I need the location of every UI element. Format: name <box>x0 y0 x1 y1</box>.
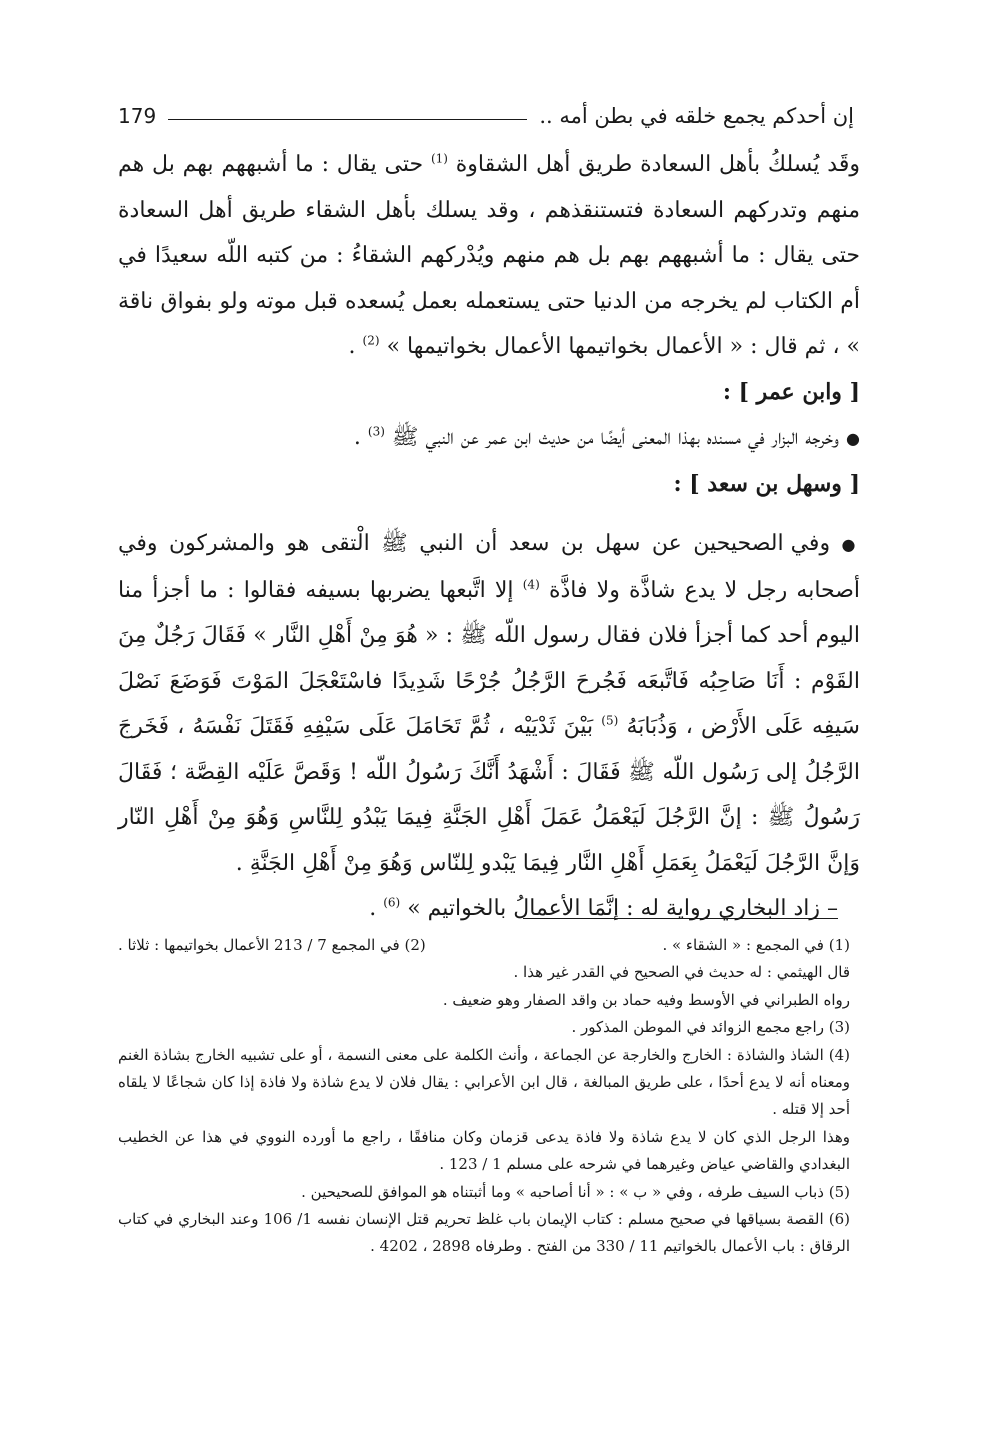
paragraph-3-text-b: إلا اتَّبعها يضربها بسيفه فقالوا : ما أجزأ منا اليوم أحد كما أجزأ فلان فقال رسول اللّه ﷺ : « هُوَ مِنْ أَهْلِ النَّار » فَقَالَ رَجُلٌ مِنَ القَوْم : أَنَا صَاحِبُه فَاتَّبعَه فَجُرحَ الرَّجُلُ جُرْحًا شَدِيدًا فاسْتَعْجَلَ المَوْتَ فَوَضَعَ نَصْلَ سَيفِه عَلَى الأَرْض ، وَذُبَابَهُ <box>118 577 860 739</box>
footnote-4: (4) الشاذ والشاذة : الخارج والخارجة عن الجماعة ، وأنث الكلمة على معنى النسمة ، أو على تشبيه الخارج بشاذة الغنم ومعناه أنه لا يدع أحدًا ، على طريق المبالغة ، قال ابن الأعرابي : يقال فلان لا يدع شاذة ولا فاذة إذا كان شجاعًا لا يلقاه أحد إلا قتله . <box>118 1045 850 1119</box>
running-title: إن أحدكم يجمع خلقه في بطن أمه .. <box>539 104 854 128</box>
footnote-3: (3) راجع مجمع الزوائد في الموطن المذكور . <box>571 1018 850 1037</box>
footnote-5: (5) ذباب السيف طرفه ، وفي « ب » : « أنا أصاحبه » وما أثبتناه هو الموافق للصحيحين . <box>301 1182 850 1201</box>
footnote-ref-6: (6) <box>383 895 401 910</box>
paragraph-1-text-b: حتى يقال : ما أشبههم بهم بل هم منهم وتدركهم السعادة فتستنقذهم ، وقد يسلك بأهل الشقاء طريق أهل السعادة حتى يقال : ما أشبههم بهم بل هم منهم ويُدْركهم الشقاءُ : من كتبه اللّه سعيدًا في أم الكتاب لم يخرجه من الدنيا حتى يستعمله بعمل يُسعده قبل موته ولو بفواق ناقة » ، ثم قال : « الأعمال بخواتيمها الأعمال بخواتيمها » <box>118 152 860 359</box>
footnote-2-cont-b: رواه الطبراني في الأوسط وفيه حماد بن واقد الصفار وهو ضعيف . <box>442 990 850 1009</box>
page-number: 179 <box>118 104 157 128</box>
paragraph-3-text-a: وفي الصحيحين عن سهل بن سعد أن النبي ﷺ الْتقى هو والمشركون وفي أصحابه رجل لا يدع شاذَّة ولا فاذَّة <box>118 531 861 603</box>
main-text <box>118 142 860 932</box>
footnote-2: (2) في المجمع 7 / 213 الأعمال بخواتيمها : ثلاثا . <box>118 936 426 954</box>
paragraph-1-text-a: وقَد يُسلكُ بأهل السعادة طريق أهل الشقاوة <box>455 152 860 177</box>
bullet-icon: ● <box>841 535 860 554</box>
header-rule <box>168 119 527 120</box>
footnote-6: (6) القصة بسياقها في صحيح مسلم : كتاب الإيمان باب غلظ تحريم قتل الإنسان نفسه 1/ 106 وعند البخاري في كتاب الرقاق : باب الأعمال بالخواتيم 11 / 330 من الفتح . وطرفاه 2898 ، 4202 . <box>118 1210 851 1256</box>
paragraph-1-text-c: . <box>348 334 356 359</box>
paragraph-3-text-c: بَيْنَ ثَدْيَيْه ، ثُمَّ تَحَامَلَ عَلَى سَيْفِهِ فَقَتَلَ نَفْسَهُ ، فَخَرجَ الرَّجُلُ إلى رَسُول اللّه ﷺ فَقَالَ : أَشْهَدُ أَنَّكَ رَسُولُ اللّه ! وَقَصَّ عَلَيْه القِصَّة ؛ فَقَالَ رَسُولُ ﷺ : إنَّ الرَّجُلَ لَيَعْمَلُ عَمَلَ أَهْلِ الجَنَّةِ فِيمَا يَبْدُو لِلنَّاسِ وَهُوَ مِنْ أَهْلِ النّار وَإنَّ الرَّجُلَ لَيَعْمَلُ بِعَمَلِ أَهْلِ النَّار فِيمَا يَبْدو لِلنّاس وَهُوَ مِنْ أَهْلِ الجَنَّةِ . <box>118 714 860 876</box>
paragraph-2-text-a: وخرجه البزار في مسنده بهذا المعنى أيضًا من حديث ابن عمر عن النبي ﷺ <box>391 425 840 450</box>
running-header <box>118 96 854 136</box>
footnote-4-cont: وهذا الرجل الذي كان لا يدع شاذة ولا فاذة يدعى قزمان وكان منافقًا ، راجع ما أورده النووي في هذا عن الخطيب البغدادي والقاضي عياض وغيرهما في شرحه على مسلم 1 / 123 . <box>118 1127 850 1174</box>
footnote-1: (1) في المجمع : « الشقاء » . <box>662 936 850 954</box>
paragraph-1 <box>118 142 860 370</box>
section-heading-sahl: [ وسهل بن سعد ] : <box>673 470 860 497</box>
footnote-ref-3: (3) <box>367 424 385 439</box>
paragraph-4 <box>118 886 860 932</box>
bullet-icon: ● <box>846 429 860 448</box>
section-heading-ibn-umar: [ وابن عمر ] : <box>722 378 860 405</box>
footnote-separator <box>523 918 838 919</box>
footnote-row-1-2 <box>118 932 850 959</box>
paragraph-3 <box>118 521 860 886</box>
footnote-ref-4: (4) <box>522 577 540 592</box>
footnote-2-cont-a: قال الهيثمي : له حديث في الصحيح في القدر غير هذا . <box>513 963 850 982</box>
footnotes <box>118 932 850 1261</box>
footnote-ref-5: (5) <box>601 713 619 728</box>
paragraph-2-text-b: . <box>353 425 361 450</box>
paragraph-2 <box>118 415 860 462</box>
paragraph-4-text-b: . <box>369 896 377 921</box>
footnote-ref-1: (1) <box>430 151 448 166</box>
paragraph-4-text-a: – زاد البخاري رواية له : إنَّمَا الأعمالُ بالخواتيم » <box>407 896 838 921</box>
footnote-ref-2: (2) <box>362 333 380 348</box>
